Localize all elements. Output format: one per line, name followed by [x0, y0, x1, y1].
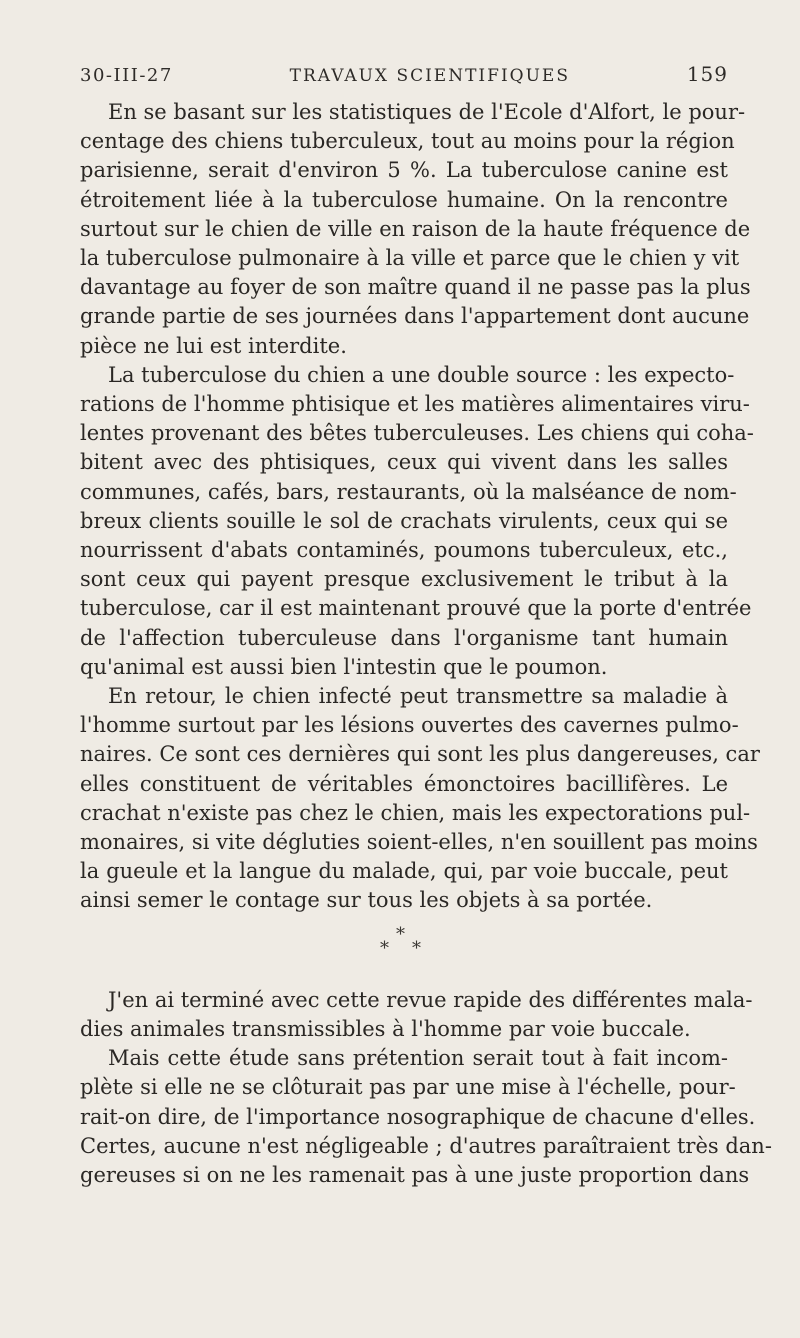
text-line: nourrissent d'abats contaminés, poumons tuberculeux, etc., [80, 538, 728, 563]
text-line: ainsi semer le contage sur tous les objets à sa portée. [80, 888, 653, 913]
text-line: naires. Ce sont ces dernières qui sont les plus dangereuses, car [80, 742, 760, 767]
text-line: communes, cafés, bars, restaurants, où la malséance de nom- [80, 479, 737, 504]
text-line: pièce ne lui est interdite. [80, 333, 347, 358]
text-line: parisienne, serait d'environ 5 %. La tuberculose canine est [80, 158, 728, 183]
paragraph-1 [80, 98, 751, 361]
text-line: de l'affection tuberculeuse dans l'organisme tant humain [80, 625, 728, 650]
text-line: tuberculose, car il est maintenant prouvé que la porte d'entrée [80, 596, 752, 621]
text-line: grande partie de ses journées dans l'appartement dont aucune [80, 304, 750, 329]
text-line: sont ceux qui payent presque exclusivement le tribut à la [80, 567, 728, 592]
text-line: qu'animal est aussi bien l'intestin que le poumon. [80, 654, 608, 679]
text-line: Certes, aucune n'est négligeable ; d'autres paraîtraient très dan- [80, 1133, 772, 1158]
text-line: centage des chiens tuberculeux, tout au moins pour la région [80, 129, 735, 154]
asterism-star: * [412, 937, 421, 959]
text-line: la gueule et la langue du malade, qui, par voie buccale, peut [80, 859, 728, 884]
text-line: elles constituent de véritables émonctoires bacillifères. Le [80, 771, 728, 796]
text-line: J'en ai terminé avec cette revue rapide des différentes mala- [108, 987, 753, 1012]
asterism-divider [80, 924, 728, 986]
text-line: Mais cette étude sans prétention serait tout à fait incom- [108, 1046, 728, 1071]
text-line: breux clients souille le sol de crachats virulents, ceux qui se [80, 508, 728, 533]
text-line: rait-on dire, de l'importance nosographique de chacune d'elles. [80, 1104, 756, 1129]
text-line: rations de l'homme phtisique et les matières alimentaires viru- [80, 392, 750, 417]
paragraph-2 [80, 361, 754, 682]
asterism-star: * [380, 937, 389, 959]
text-line: dies animales transmissibles à l'homme par voie buccale. [80, 1016, 691, 1041]
text-line: En retour, le chien infecté peut transmettre sa maladie à [108, 684, 728, 709]
text-line: monaires, si vite dégluties soient-elles, n'en souillent pas moins [80, 830, 758, 855]
paragraph-4 [80, 986, 753, 1044]
asterism-star: * [396, 923, 405, 945]
text-line: davantage au foyer de son maître quand il ne passe pas la plus [80, 275, 751, 300]
document-page [80, 62, 772, 1190]
paragraph-5 [80, 1044, 772, 1190]
text-line: bitent avec des phtisiques, ceux qui vivent dans les salles [80, 450, 728, 475]
text-line: lentes provenant des bêtes tuberculeuses. Les chiens qui coha- [80, 421, 754, 446]
text-line: En se basant sur les statistiques de l'Ecole d'Alfort, le pour- [108, 100, 746, 124]
text-line: plète si elle ne se clôturait pas par une mise à l'échelle, pour- [80, 1075, 736, 1100]
text-line: crachat n'existe pas chez le chien, mais les expectorations pul- [80, 800, 751, 825]
running-head [80, 62, 728, 96]
text-line: surtout sur le chien de ville en raison de la haute fréquence de [80, 216, 751, 241]
text-line: étroitement liée à la tuberculose humaine. On la rencontre [80, 187, 728, 212]
text-line: la tuberculose pulmonaire à la ville et parce que le chien y vit [80, 246, 740, 271]
running-head-date: 30-III-27 [80, 65, 173, 86]
text-line: l'homme surtout par les lésions ouvertes des cavernes pulmo- [80, 713, 739, 738]
page-number: 159 [686, 62, 728, 86]
text-line: La tuberculose du chien a une double source : les expecto- [108, 362, 735, 387]
paragraph-3 [80, 682, 760, 916]
running-head-title: TRAVAUX SCIENTIFIQUES [289, 66, 570, 86]
body-text [80, 98, 772, 1190]
text-line: gereuses si on ne les ramenait pas à une juste proportion dans [80, 1162, 750, 1187]
